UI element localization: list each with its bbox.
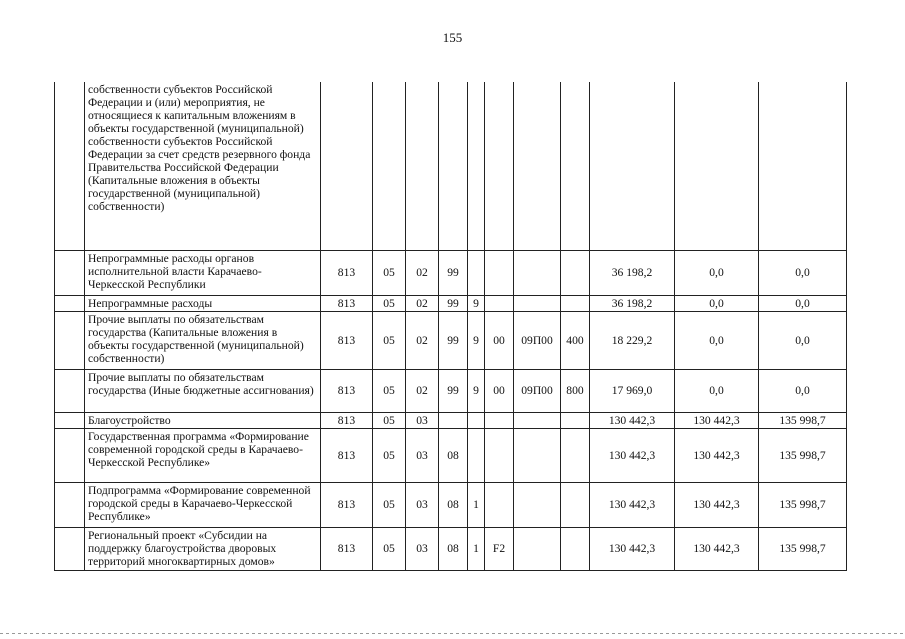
expense-code: 09П00	[514, 311, 561, 369]
row-indent-cell	[55, 527, 85, 570]
direction-code	[485, 482, 514, 527]
row-name: Прочие выплаты по обязательствам государства (Капитальные вложения в объекты государственной (муниципальной) собственности)	[85, 311, 321, 369]
row-name: Непрограммные расходы	[85, 295, 321, 311]
amount-year-2: 0,0	[675, 369, 759, 412]
amount-year-2: 0,0	[675, 250, 759, 295]
amount-year-1: 130 442,3	[590, 482, 675, 527]
subsection-code	[406, 82, 439, 250]
subprogram-code: 1	[468, 527, 485, 570]
row-indent-cell	[55, 82, 85, 250]
ministry-code: 813	[321, 527, 373, 570]
amount-year-3: 0,0	[759, 369, 847, 412]
amount-year-3: 0,0	[759, 311, 847, 369]
amount-year-3: 0,0	[759, 250, 847, 295]
expense-type-code	[561, 295, 590, 311]
program-code: 08	[439, 527, 468, 570]
table-row	[55, 250, 847, 295]
row-indent-cell	[55, 482, 85, 527]
amount-year-3: 135 998,7	[759, 527, 847, 570]
section-code: 05	[373, 412, 406, 428]
direction-code	[485, 295, 514, 311]
expense-code: 09П00	[514, 369, 561, 412]
amount-year-1: 36 198,2	[590, 295, 675, 311]
program-code: 99	[439, 250, 468, 295]
expense-code	[514, 527, 561, 570]
subsection-code: 03	[406, 412, 439, 428]
budget-table	[54, 82, 847, 571]
subsection-code: 02	[406, 250, 439, 295]
expense-type-code	[561, 527, 590, 570]
direction-code	[485, 428, 514, 482]
section-code: 05	[373, 369, 406, 412]
amount-year-1: 130 442,3	[590, 428, 675, 482]
ministry-code	[321, 82, 373, 250]
subprogram-code	[468, 428, 485, 482]
amount-year-2: 130 442,3	[675, 482, 759, 527]
direction-code	[485, 250, 514, 295]
expense-type-code	[561, 482, 590, 527]
table-row	[55, 412, 847, 428]
expense-type-code	[561, 250, 590, 295]
amount-year-2: 130 442,3	[675, 412, 759, 428]
ministry-code: 813	[321, 311, 373, 369]
amount-year-2: 130 442,3	[675, 428, 759, 482]
row-indent-cell	[55, 311, 85, 369]
table-row	[55, 482, 847, 527]
section-code	[373, 82, 406, 250]
expense-type-code	[561, 428, 590, 482]
row-name: Региональный проект «Субсидии на поддержку благоустройства дворовых территорий многоквартирных домов»	[85, 527, 321, 570]
program-code	[439, 412, 468, 428]
subsection-code: 03	[406, 428, 439, 482]
table-row	[55, 295, 847, 311]
subprogram-code: 9	[468, 295, 485, 311]
subsection-code: 02	[406, 295, 439, 311]
subprogram-code: 9	[468, 311, 485, 369]
expense-code	[514, 82, 561, 250]
amount-year-1: 17 969,0	[590, 369, 675, 412]
expense-code	[514, 482, 561, 527]
program-code: 08	[439, 482, 468, 527]
direction-code	[485, 412, 514, 428]
section-code: 05	[373, 295, 406, 311]
expense-type-code: 400	[561, 311, 590, 369]
section-code: 05	[373, 428, 406, 482]
subprogram-code	[468, 412, 485, 428]
row-name: Непрограммные расходы органов исполнительной власти Карачаево-Черкесской Республики	[85, 250, 321, 295]
direction-code: F2	[485, 527, 514, 570]
direction-code: 00	[485, 311, 514, 369]
amount-year-2	[675, 82, 759, 250]
program-code: 99	[439, 295, 468, 311]
row-name: Подпрограмма «Формирование современной городской среды в Карачаево-Черкесской Республике»	[85, 482, 321, 527]
table-row	[55, 369, 847, 412]
expense-code	[514, 428, 561, 482]
amount-year-3: 0,0	[759, 295, 847, 311]
expense-type-code	[561, 82, 590, 250]
amount-year-2: 0,0	[675, 295, 759, 311]
ministry-code: 813	[321, 412, 373, 428]
amount-year-3: 135 998,7	[759, 412, 847, 428]
expense-code	[514, 295, 561, 311]
amount-year-2: 0,0	[675, 311, 759, 369]
expense-type-code	[561, 412, 590, 428]
program-code: 08	[439, 428, 468, 482]
amount-year-1: 130 442,3	[590, 412, 675, 428]
subsection-code: 02	[406, 311, 439, 369]
ministry-code: 813	[321, 428, 373, 482]
scan-edge-line	[0, 633, 905, 634]
amount-year-2: 130 442,3	[675, 527, 759, 570]
program-code: 99	[439, 311, 468, 369]
program-code	[439, 82, 468, 250]
subprogram-code	[468, 250, 485, 295]
ministry-code: 813	[321, 482, 373, 527]
row-indent-cell	[55, 250, 85, 295]
expense-code	[514, 250, 561, 295]
row-indent-cell	[55, 295, 85, 311]
amount-year-3: 135 998,7	[759, 428, 847, 482]
row-name: Прочие выплаты по обязательствам государства (Иные бюджетные ассигнования)	[85, 369, 321, 412]
table-row	[55, 428, 847, 482]
ministry-code: 813	[321, 369, 373, 412]
expense-type-code: 800	[561, 369, 590, 412]
amount-year-3: 135 998,7	[759, 482, 847, 527]
subprogram-code	[468, 82, 485, 250]
subprogram-code: 1	[468, 482, 485, 527]
expense-code	[514, 412, 561, 428]
direction-code: 00	[485, 369, 514, 412]
row-name: собственности субъектов Российской Федерации и (или) мероприятия, не относящиеся к капитальным вложениям в объекты государственной (муниципальной) собственности субъектов Российской Федерации за счет средств резервного фонда Правительства Российской Федерации (Капитальные вложения в объекты государственной (муниципальной) собственности)	[85, 82, 321, 250]
table-row	[55, 527, 847, 570]
page-number: 155	[442, 30, 463, 45]
section-code: 05	[373, 311, 406, 369]
amount-year-1: 18 229,2	[590, 311, 675, 369]
amount-year-1: 36 198,2	[590, 250, 675, 295]
table-row	[55, 311, 847, 369]
section-code: 05	[373, 527, 406, 570]
direction-code	[485, 82, 514, 250]
subprogram-code: 9	[468, 369, 485, 412]
ministry-code: 813	[321, 295, 373, 311]
section-code: 05	[373, 250, 406, 295]
amount-year-1	[590, 82, 675, 250]
row-indent-cell	[55, 428, 85, 482]
row-indent-cell	[55, 412, 85, 428]
section-code: 05	[373, 482, 406, 527]
subsection-code: 03	[406, 482, 439, 527]
amount-year-1: 130 442,3	[590, 527, 675, 570]
subsection-code: 02	[406, 369, 439, 412]
row-name: Благоустройство	[85, 412, 321, 428]
row-indent-cell	[55, 369, 85, 412]
table-row	[55, 82, 847, 250]
ministry-code: 813	[321, 250, 373, 295]
amount-year-3	[759, 82, 847, 250]
subsection-code: 03	[406, 527, 439, 570]
row-name: Государственная программа «Формирование современной городской среды в Карачаево-Черкесской Республике»	[85, 428, 321, 482]
program-code: 99	[439, 369, 468, 412]
